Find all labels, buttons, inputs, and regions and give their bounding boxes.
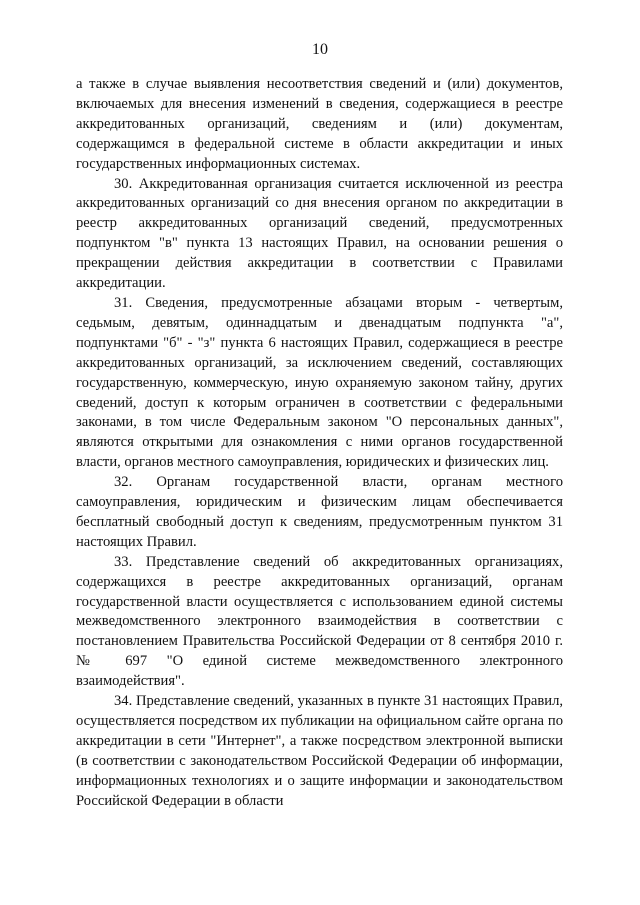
paragraph-34: 34. Представление сведений, указанных в пункте 31 настоящих Правил, осуществляется посредством их публикации на официальном сайте органа по аккредитации в сети "Интернет", а также посредством электронной выписки (в соответствии с законодательством Российской Федерации об информации, информационных технологиях и о защите информации и законодательством Российской Федерации в области xyxy=(76,693,563,809)
document-body xyxy=(76,75,563,812)
paragraph-31: 31. Сведения, предусмотренные абзацами вторым - четвертым, седьмым, девятым, одиннадцатым и двенадцатым подпункта "а", подпунктами "б" - "з" пункта 6 настоящих Правил, содержащиеся в реестре аккредитованных организаций, за исключением сведений, составляющих государственную, коммерческую, иную охраняемую законом тайну, других сведений, доступ к которым ограничен в соответствии с федеральными законами, в том числе Федеральным законом "О персональных данных", являются открытыми для ознакомления с ними органов государственной власти, органов местного самоуправления, юридических и физических лиц. xyxy=(76,294,563,471)
paragraph-32: 32. Органам государственной власти, органам местного самоуправления, юридическим и физическим лицам обеспечивается бесплатный свободный доступ к сведениям, предусмотренным пунктом 31 настоящих Правил. xyxy=(76,474,563,550)
paragraph-30: 30. Аккредитованная организация считается исключенной из реестра аккредитованных организаций со дня внесения органом по аккредитации в реестр аккредитованных организаций сведений, предусмотренных подпунктом "в" пункта 13 настоящих Правил, на основании решения о прекращении действия аккредитации в соответствии с Правилами аккредитации. xyxy=(76,175,563,292)
paragraph-continuation: а также в случае выявления несоответствия сведений и (или) документов, включаемых для внесения изменений в сведения, содержащиеся в реестре аккредитованных организаций, сведениям и (или) документам, содержащимся в федеральной системе в области аккредитации и иных государственных информационных системах. xyxy=(76,76,563,172)
paragraph-33: 33. Представление сведений об аккредитованных организациях, содержащихся в реестре аккредитованных организаций, органам государственной власти осуществляется с использованием единой системы межведомственного электронного взаимодействия в соответствии с постановлением Правительства Российской Федерации от 8 сентября 2010 г. № 697 "О единой системе межведомственного электронного взаимодействия". xyxy=(76,553,563,690)
page-number: 10 xyxy=(312,41,328,58)
